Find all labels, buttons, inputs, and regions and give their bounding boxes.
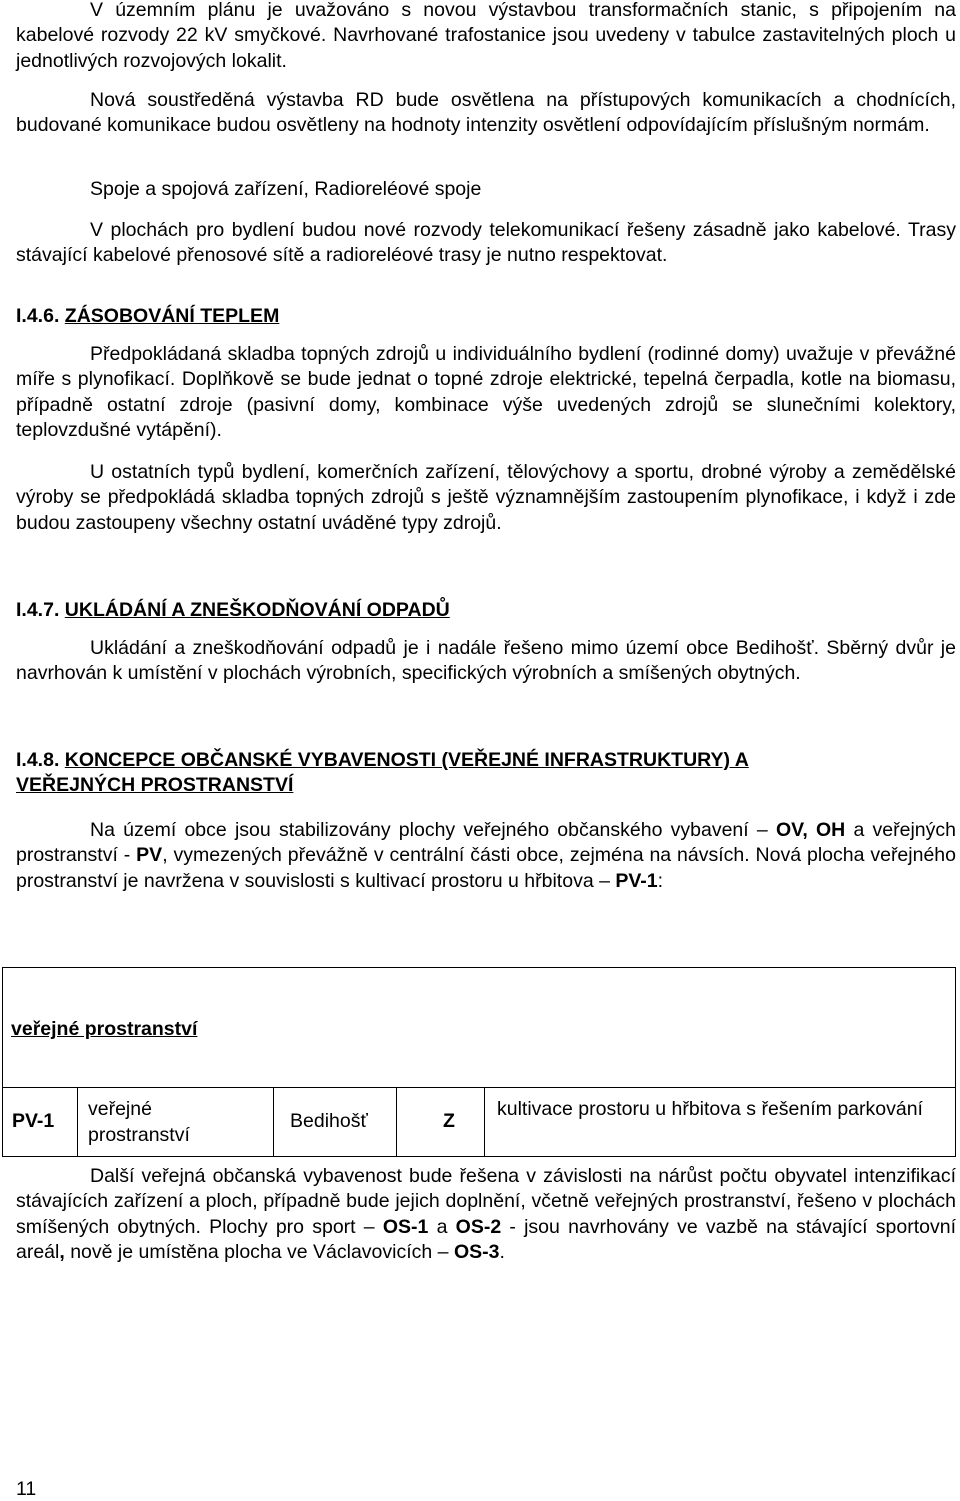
plot-place: Bedihošť: [290, 1110, 368, 1132]
paragraph-waste: [16, 636, 956, 687]
table-cell-code: [2, 1087, 78, 1157]
table-cell-place: [273, 1087, 397, 1157]
paragraph-heat-other: [16, 460, 956, 536]
code-pv-1: PV-1: [615, 869, 658, 892]
paragraph-text: [16, 1164, 956, 1266]
paragraph-text: U ostatních typů bydlení, komerčních zařízení, tělovýchovy a sportu, drobné výroby a zemědělské výroby se předpokládá skladba topných zdrojů s ještě významnějším zastoupením plynofikace, i když i zde budou zastoupeny všechny ostatní uváděné typy zdrojů.: [16, 461, 956, 534]
plot-type: veřejné prostranství: [88, 1098, 190, 1146]
plot-status: Z: [443, 1110, 455, 1132]
text-run: Další veřejná občanská vybavenost bude řešena v závislosti na nárůst počtu obyvatel intenzifikací stávajících zařízení a ploch, případně bude jejich doplnění, včetně veřejných prostranství, řešeno v plochách smíšených obytných. Plochy pro sport –: [16, 1165, 956, 1238]
table-cell-status: [396, 1087, 485, 1157]
paragraph-text: V územním plánu je uvažováno s novou výstavbou transformačních stanic, s připojením na kabelové rozvody 22 kV smyčkové. Navrhované trafostanice jsou uvedeny v tabulce zastavitelných ploch u jednotlivých rozvojových lokalit.: [16, 0, 956, 72]
paragraph-civic: [16, 818, 956, 894]
text-run: :: [657, 869, 664, 892]
section-number: I.4.8.: [16, 749, 60, 771]
section-heading-1-4-7: [16, 598, 956, 623]
section-number: I.4.7.: [16, 599, 60, 621]
text-run: .: [499, 1241, 505, 1264]
paragraph-text: Ukládání a zneškodňování odpadů je i nadále řešeno mimo území obce Bedihošť. Sběrný dvůr je navrhován k umístění v plochách výrobních, specifických výrobních a smíšených obytných.: [16, 637, 956, 685]
plot-code: PV-1: [12, 1110, 55, 1132]
paragraph-text: [16, 818, 956, 894]
section-title-line2: VEŘEJNÝCH PROSTRANSTVÍ: [16, 774, 294, 797]
table-cell-type: [77, 1087, 274, 1157]
text-run: Na území obce jsou stabilizovány plochy veřejného občanského vybavení –: [90, 819, 776, 841]
code-os-2: OS-2: [455, 1215, 502, 1238]
paragraph-heat-sources: [16, 342, 956, 444]
table-heading: veřejné prostranství: [11, 1018, 198, 1040]
section-title: UKLÁDÁNÍ A ZNEŠKODŇOVÁNÍ ODPADŮ: [64, 599, 450, 621]
code-os-1: OS-1: [382, 1215, 429, 1238]
paragraph-telecom: [16, 218, 956, 269]
page-number: 11: [16, 1478, 37, 1500]
paragraph-more-civic: [16, 1164, 956, 1266]
section-number: I.4.6.: [16, 305, 60, 327]
text-run: nově je umístěna plocha ve Václavovicích –: [64, 1241, 454, 1264]
paragraph-transformers: [16, 0, 956, 74]
paragraph-lighting: [16, 88, 956, 139]
section-heading-1-4-8: [16, 748, 956, 799]
text-run: - jsou navrhovány ve vazbě na stávající sportovní areál: [16, 1215, 957, 1264]
text-run: a veřejných prostranství -: [16, 819, 956, 867]
bold-comma: ,: [59, 1241, 65, 1264]
paragraph-text: Nová soustředěná výstavba RD bude osvětlena na přístupových komunikacích a chodnících, budované komunikace budou osvětleny na hodnoty intenzity osvětlení odpovídajícím příslušným normám.: [16, 89, 956, 137]
text-run: a: [428, 1215, 456, 1238]
subheading-telecom: [16, 177, 956, 202]
table-heading-cell: [2, 967, 956, 1088]
code-os-3: OS-3: [453, 1241, 500, 1264]
plot-note: kultivace prostoru u hřbitova s řešením parkování: [497, 1098, 923, 1120]
section-title-line1: KONCEPCE OBČANSKÉ VYBAVENOSTI (VEŘEJNÉ INFRASTRUKTURY) A: [64, 749, 749, 771]
code-ov-oh: OV, OH: [775, 819, 846, 841]
paragraph-text: Předpokládaná skladba topných zdrojů u individuálního bydlení (rodinné domy) uvažuje v převážné míře s plynofikací. Doplňkově se bude jednat o topné zdroje elektrické, tepelná čerpadla, kotle na biomasu, případně ostatní zdroje (pasivní domy, kombinace výše uvedených zdrojů se slunečními kolektory, teplovzdušné vytápění).: [16, 343, 956, 442]
code-pv: PV: [136, 844, 163, 867]
section-heading-1-4-6: [16, 304, 956, 329]
subheading-text: Spoje a spojová zařízení, Radioreléové spoje: [90, 178, 482, 200]
section-title: ZÁSOBOVÁNÍ TEPLEM: [64, 305, 280, 327]
paragraph-text: V plochách pro bydlení budou nové rozvody telekomunikací řešeny zásadně jako kabelové. Trasy stávající kabelové přenosové sítě a radioreléové trasy je nutno respektovat.: [16, 219, 956, 267]
table-cell-note: [484, 1087, 956, 1157]
text-run: , vymezených převážně v centrální části obce, zejména na návsích. Nová plocha veřejného prostranství je navržena v souvislosti s kultivací prostoru u hřbitova –: [16, 844, 956, 892]
